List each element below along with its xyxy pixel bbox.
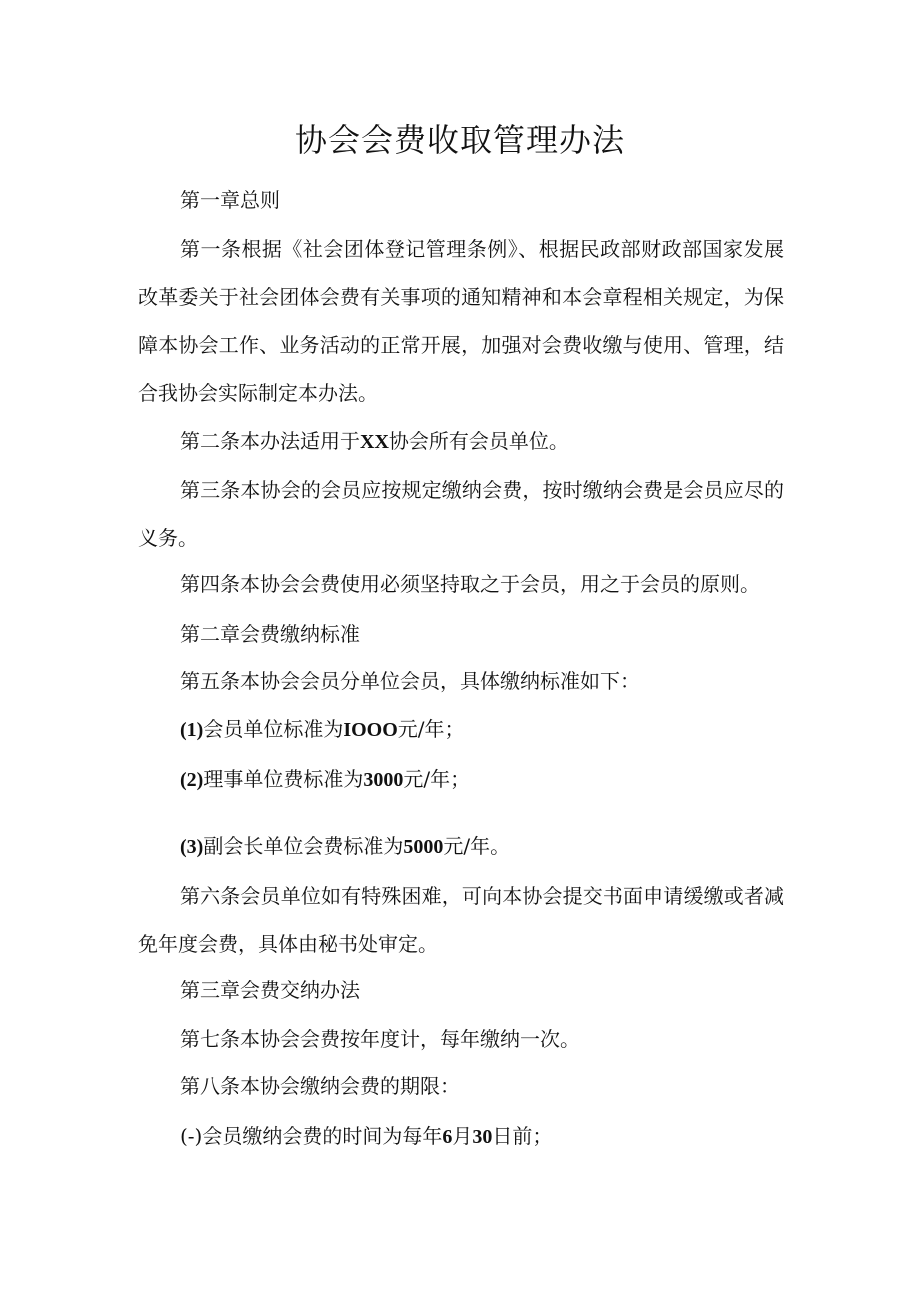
text-run: 元/年； (403, 767, 471, 791)
text-run: 第二章会费缴纳标准 (180, 622, 360, 646)
text-run: 第四条本协会会费使用必须坚持取之于会员，用之于会员的原则。 (180, 572, 760, 596)
fee-item-3 (138, 822, 784, 871)
text-run: 会员单位标准为 (203, 717, 344, 741)
article-4 (138, 560, 784, 608)
chapter-2-heading (138, 610, 784, 658)
text-run: 第二条本办法适用于 (180, 429, 360, 453)
article-2 (138, 417, 784, 466)
text-run: 第五条本协会会员分单位会员，具体缴纳标准如下： (180, 669, 640, 693)
text-run: 日前； (492, 1124, 553, 1148)
text-run: 第三章会费交纳办法 (180, 978, 360, 1002)
text-run-bold: IOOO (343, 719, 398, 741)
text-run: 协会所有会员单位。 (388, 429, 569, 453)
text-run: 第六条会员单位如有特殊困难，可向本协会提交书面申请缓缴或者减免年度会费，具体由秘书处审定。 (138, 884, 784, 956)
text-run: 第八条本协会缴纳会费的期限： (180, 1074, 460, 1098)
text-run-bold: (1) (180, 719, 204, 741)
fee-item-1 (138, 705, 784, 754)
text-run-bold: 30 (472, 1126, 493, 1148)
text-run: 第一条根据《社会团体登记管理条例》、根据民政部财政部国家发展改革委关于社会团体会费有关事项的通知精神和本会章程相关规定，为保障本协会工作、业务活动的正常开展，加强对会费收缴与使用、管理，结合我协会实际制定本办法。 (138, 237, 784, 405)
text-run: 元/年。 (443, 834, 511, 858)
chapter-3-heading (138, 966, 784, 1014)
article-3 (138, 466, 784, 562)
text-run: 月 (452, 1124, 473, 1148)
article-1 (138, 225, 784, 417)
text-run-bold: 6 (442, 1126, 453, 1148)
article-7 (138, 1015, 784, 1063)
text-run: 第三条本协会的会员应按规定缴纳会费，按时缴纳会费是会员应尽的义务。 (138, 478, 784, 550)
text-run: (-)会员缴纳会费的时间为每年 (180, 1124, 443, 1148)
text-run-bold: 3000 (363, 769, 404, 791)
article-5 (138, 657, 784, 705)
text-run: 第七条本协会会费按年度计，每年缴纳一次。 (180, 1027, 580, 1051)
article-8 (138, 1062, 784, 1110)
text-run: 元/年； (397, 717, 465, 741)
chapter-1-heading (138, 176, 784, 224)
text-run: 第一章总则 (180, 188, 280, 212)
text-run: 副会长单位会费标准为 (203, 834, 404, 858)
article-6 (138, 872, 784, 968)
text-run-bold: (3) (180, 836, 204, 858)
text-run-bold: XX (360, 431, 389, 453)
deadline-item-1 (138, 1112, 784, 1161)
text-run-bold: (2) (180, 769, 204, 791)
text-run: 理事单位费标准为 (203, 767, 364, 791)
document-title: 协会会费收取管理办法 (294, 121, 625, 159)
text-run-bold: 5000 (403, 836, 444, 858)
fee-item-2 (138, 755, 784, 804)
